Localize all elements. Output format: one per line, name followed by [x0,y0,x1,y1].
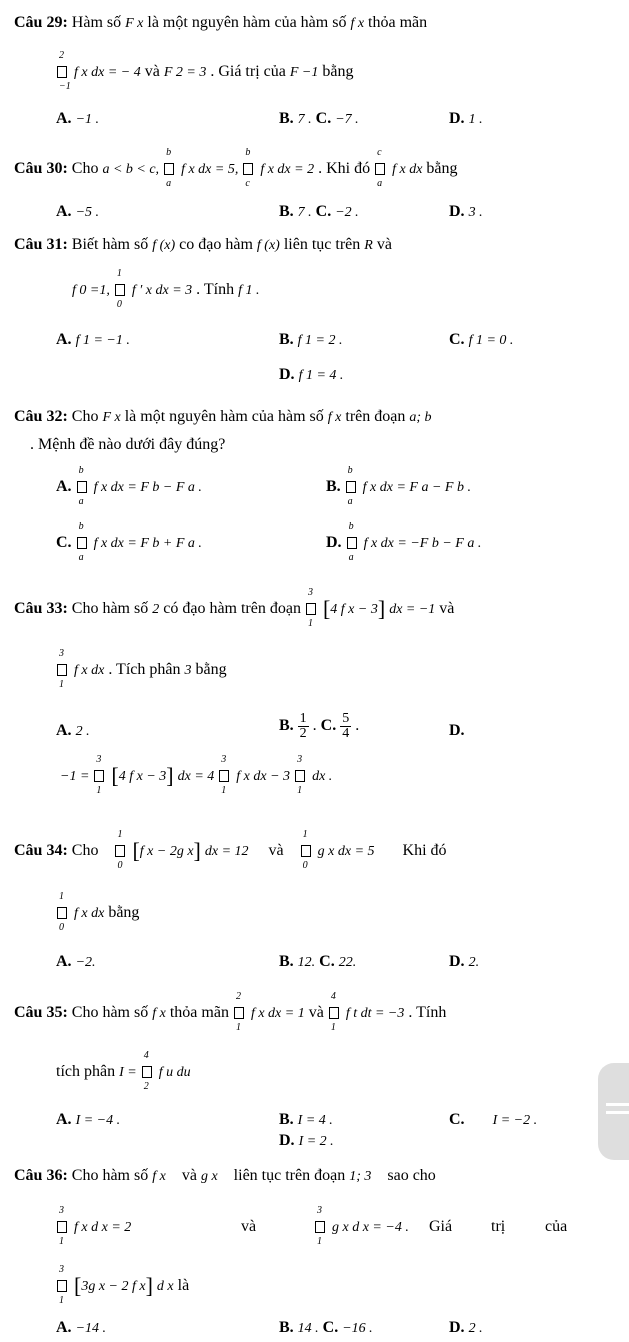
text: là một nguyên hàm của hàm số [147,14,347,31]
question-label: Câu 36: [14,1167,68,1184]
integral-sign: 2 1 [233,1005,247,1021]
text: và [144,63,160,80]
text: Biết hàm số [71,236,149,253]
integral-sign: b a [345,479,359,495]
option-value-d: f 1 = 4 . [298,368,344,383]
option-label-d: D. [326,534,342,551]
text: thỏa mãn [368,14,428,31]
integral-sign: b c [242,161,256,177]
option-label-d: D. [449,110,465,127]
math: F x [102,410,121,425]
solution-math: dx = 4 [177,769,215,784]
math: R [364,238,373,253]
integral-sign: 2 −1 [59,50,71,93]
integral-sign: 3 1 [56,1278,70,1294]
text: . Giá trị của [210,63,286,80]
text: và [308,1004,324,1021]
integral-sign: 1 0 [114,843,128,859]
menu-bar-icon [606,1111,629,1114]
text: liên tục trên [283,236,361,253]
math: f 1 . [238,283,260,298]
option-label-b: B. [279,1111,294,1128]
text: . Tích phân [108,661,181,678]
text: có đạo hàm trên đoạn [163,600,301,617]
option-label-c: C. [315,110,332,127]
math: 4 f x − 3 [330,602,378,617]
option-value-d: 3 . [468,205,483,220]
option-label-a: A. [56,110,72,127]
math: f x dx = − 4 [74,65,141,80]
question-label: Câu 30: [14,160,68,177]
option-label-a: A. [56,203,72,220]
math: f (x) [152,238,176,253]
option-value-b: 7 . [297,205,312,220]
text: Cho [71,160,99,177]
math: f x [327,410,342,425]
option-value-b: f x dx = F a − F b . [362,480,471,495]
text: thỏa mãn [169,1004,229,1021]
math: a; b [409,410,432,425]
math: f x d x = 2 [74,1220,132,1235]
option-label-d: D. [449,203,465,220]
math: F −1 [289,65,319,80]
integral-sign: 3 1 [294,768,308,784]
option-value-d: 1 . [468,112,483,127]
text: trị [491,1218,506,1235]
math: f ′ x dx = 3 [131,283,193,298]
math: f 0 =1, [72,283,110,298]
option-label-c: C. [449,331,465,348]
math: f x [152,1006,166,1021]
math: f x − 2g x [139,844,194,859]
math: d x [156,1279,174,1294]
math: 3 [184,663,192,678]
math: g x d x = −4 . [332,1220,409,1235]
option-value-a: −5 . [75,205,100,220]
text: bằng [195,661,227,678]
math: dx = −1 [389,602,436,617]
option-label-d: D. [449,1319,465,1336]
option-value-b: I = 4 . [297,1113,333,1128]
text: Cho [71,408,99,425]
option-label-b: B. [326,478,341,495]
option-label-a: A. [56,478,72,495]
integral-sign: 4 1 [328,1005,342,1021]
option-label-a: A. [56,331,72,348]
option-value-a: I = −4 . [75,1113,121,1128]
text: là một nguyên hàm của hàm số [124,408,324,425]
integral-sign: c a [374,161,388,177]
option-label-a: A. [56,722,72,739]
side-menu-tab[interactable] [598,1063,629,1160]
question-label: Câu 33: [14,600,68,617]
math: f (x) [256,238,280,253]
text: Hàm số [71,14,122,31]
text: và [241,1218,257,1235]
option-value-d: 2. [468,955,480,970]
question-label: Câu 31: [14,236,68,253]
option-value-d: f x dx = −F b − F a . [363,536,482,551]
integral-sign: 1 0 [56,905,70,921]
question-label: Câu 34: [14,842,68,859]
option-label-c: C. [319,953,335,970]
math: f u du [158,1065,191,1080]
text: và [376,236,392,253]
math: I = [119,1065,137,1080]
text: . Tính [196,281,235,298]
integral-sign: 3 1 [218,768,232,784]
option-value-c: f x dx = F b + F a . [93,536,202,551]
option-label-b: B. [279,203,294,220]
option-value-c: −7 . [335,112,359,127]
text: bằng [322,63,354,80]
option-label-a: A. [56,953,72,970]
math: f x dx = 2 [260,162,315,177]
text: và [181,1167,197,1184]
math: g x dx = 5 [317,844,375,859]
text: . Mệnh đề nào dưới đây đúng? [30,436,226,453]
option-label-d: D. [449,953,465,970]
option-value-c: f 1 = 0 . [468,333,514,348]
option-value-d: I = 2 . [298,1134,334,1149]
text: Cho hàm số [71,1004,149,1021]
math: f x dx = 5, [181,162,239,177]
integral-sign: b a [76,535,90,551]
math: F 2 = 3 [163,65,207,80]
text: co đạo hàm [179,236,253,253]
math: 2 [152,602,160,617]
integral-sign: b a [76,479,90,495]
option-label-b: B. [279,110,294,127]
option-label-b: B. [279,717,294,735]
option-value-c: −16 . [342,1321,373,1336]
math: f x dx [74,663,105,678]
option-value-c: 22. [338,955,357,970]
math: dx = 12 [204,844,249,859]
option-label-b: B. [279,1319,294,1336]
option-label-c: C. [315,203,332,220]
integral-sign: b a [163,161,177,177]
text: tích phân [56,1063,116,1080]
math: a < b < c, [102,162,160,177]
text: . Tính [408,1004,447,1021]
option-value-a: −14 . [75,1321,107,1336]
text: . Khi đó [318,160,371,177]
option-label-a: A. [56,1319,72,1336]
option-label-a: A. [56,1111,72,1128]
option-value-a: −2. [75,955,96,970]
math: g x [200,1169,218,1184]
math: f x dx [74,906,105,921]
solution-math: −1 = [60,769,90,784]
text: Cho hàm số [71,600,149,617]
text: và [439,600,455,617]
math: f t dt = −3 [345,1006,405,1021]
text: của [545,1218,568,1235]
option-value-c: $\frac{5}{4}$ [342,711,350,741]
integral-sign: 4 2 [141,1064,155,1080]
text: trên đoạn [345,408,406,425]
text: là [177,1277,190,1294]
text: Cho hàm số [71,1167,149,1184]
option-value-a: f x dx = F b − F a . [93,480,202,495]
text: bằng [108,904,140,921]
integral-sign: b a [346,535,360,551]
math: f x [152,1169,166,1184]
option-value-d: 2 . [468,1321,483,1336]
option-value-a: f 1 = −1 . [75,333,130,348]
solution-math: f x dx − 3 [236,769,291,784]
solution-math: dx . [312,769,333,784]
option-label-d: D. [279,1132,295,1149]
option-value-c: −2 . [335,205,359,220]
math: 3g x − 2 f x [81,1279,146,1294]
math: f x dx = 1 [250,1006,305,1021]
menu-bar-icon [606,1103,629,1106]
text: Khi đó [402,842,447,859]
question-label: Câu 35: [14,1004,68,1021]
integral-sign: 3 1 [93,768,107,784]
option-label-c: C. [449,1111,465,1128]
option-label-c: C. [56,534,72,551]
option-value-a: −1 . [75,112,100,127]
math: F x [125,16,144,31]
option-value-c: I = −2 . [492,1113,538,1128]
text: và [268,842,284,859]
text: Giá [429,1218,453,1235]
option-value-b: f 1 = 2 . [297,333,343,348]
option-label-d: D. [279,366,295,383]
integral-sign: 3 1 [56,662,70,678]
integral-sign: 1 0 [300,843,314,859]
integral-sign: 3 1 [56,1219,70,1235]
option-value-b: 7 . [297,112,312,127]
option-value-b: 12. [297,955,316,970]
option-value-b: $\frac{1}{2}$ [299,711,307,741]
question-label: Câu 32: [14,408,68,425]
option-value-b: 14 . [297,1321,319,1336]
integral-sign: 1 0 [114,282,128,298]
question-label: Câu 29: [14,14,68,31]
option-label-c: C. [320,717,337,735]
text: liên tục trên đoạn [233,1167,346,1184]
integral-sign: 3 1 [314,1219,328,1235]
text: sao cho [387,1167,436,1184]
option-label-b: B. [279,953,294,970]
text: bằng [426,160,458,177]
option-label-c: C. [322,1319,339,1336]
math: 1; 3 [349,1169,372,1184]
option-label-d: D. [449,722,465,739]
math: f x [350,16,365,31]
option-label-b: B. [279,331,294,348]
option-value-a: 2 . [75,724,90,739]
integral-sign: 3 1 [305,601,319,617]
math: f x dx [392,162,423,177]
text: Cho [71,842,99,859]
solution-math: 4 f x − 3 [118,769,167,784]
